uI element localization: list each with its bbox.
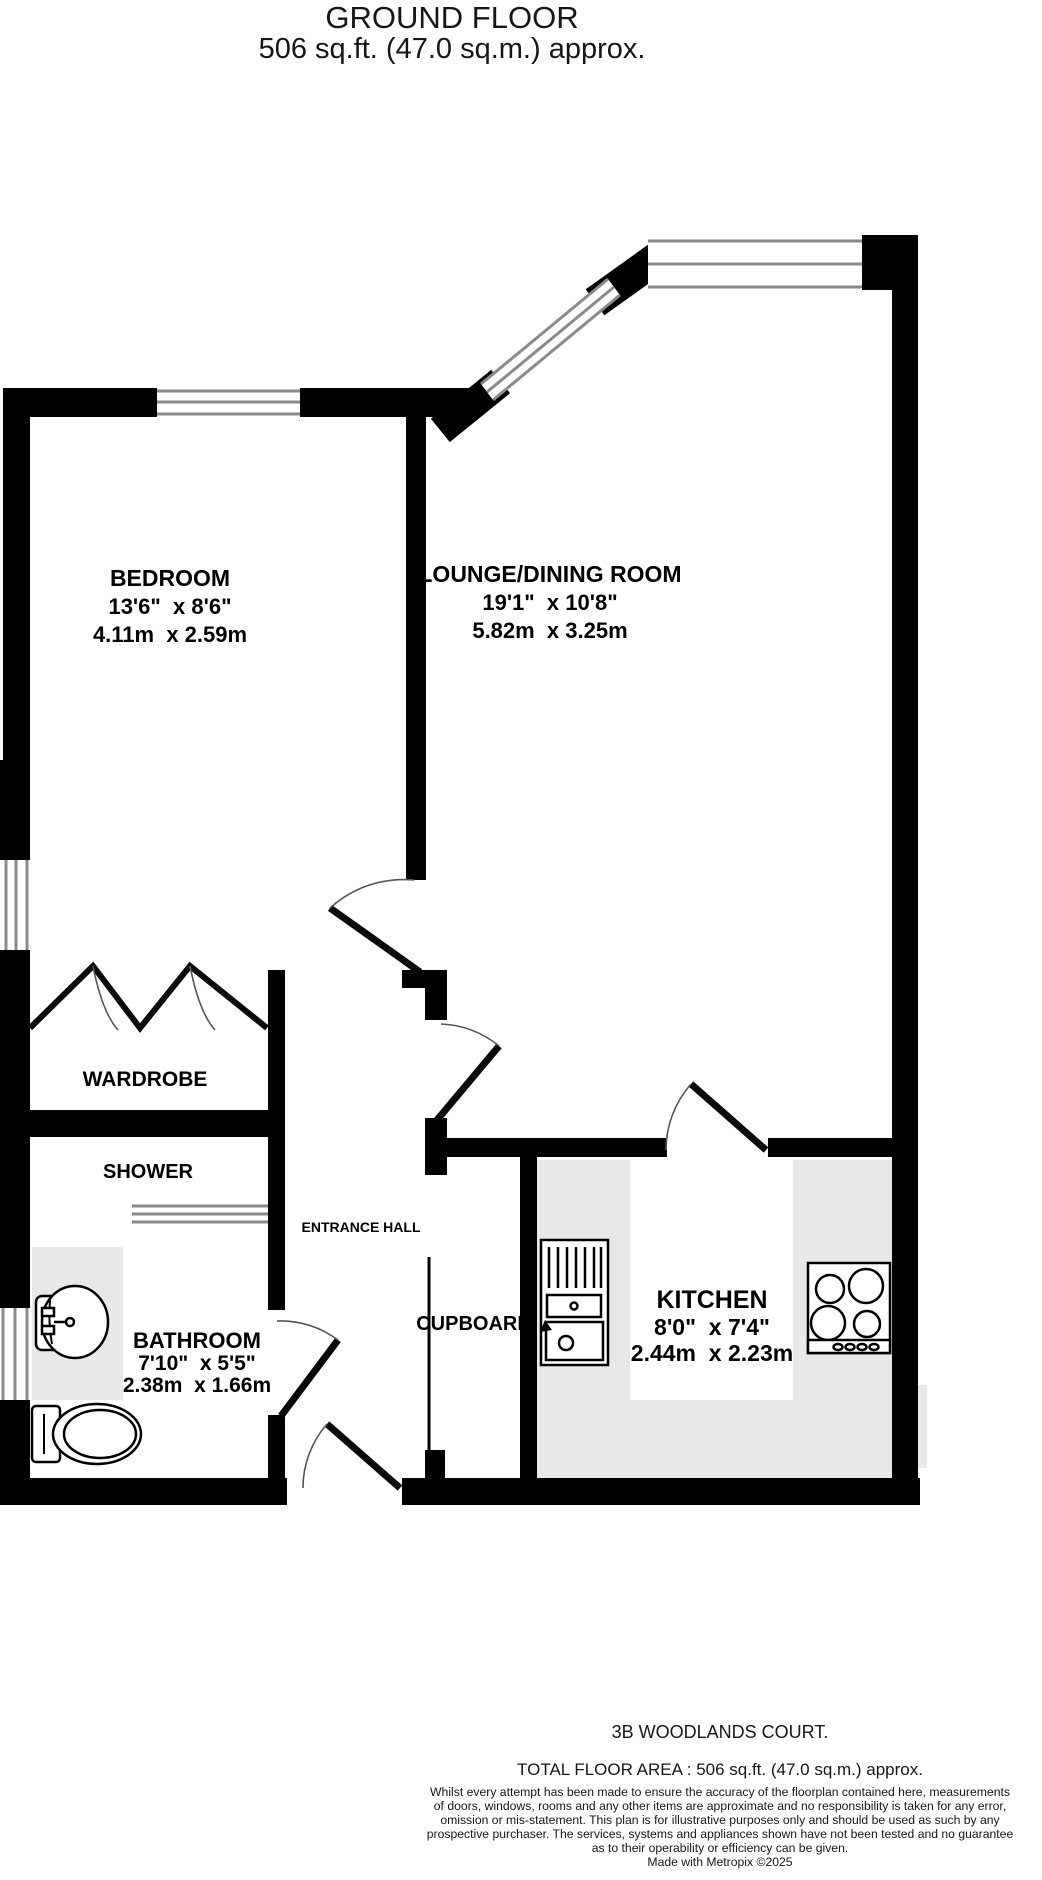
footer-disclaimer [427,1785,1014,1869]
svg-text:as to their operability or eff: as to their operability or efficiency can be given. [591,1841,849,1855]
metropix-credit: Made with Metropix ©2025 [647,1855,793,1869]
svg-text:omission or mis-statement. Thi: omission or mis-statement. This plan is for illustrative purposes only and should be used as such by any [440,1813,1000,1827]
svg-text:prospective purchaser. The ser: prospective purchaser. The services, systems and appliances shown have not been tested and no guarantee [426,1827,1014,1841]
lounge-door [437,1024,499,1120]
bedroom-label-block [93,565,247,647]
bathroom-label: BATHROOM [133,1328,261,1353]
bathroom-dims-imperial: 7'10" x 5'5" [138,1352,256,1375]
left-window-lower [0,1308,30,1400]
entrance-hall-label: ENTRANCE HALL [301,1219,421,1235]
footer-total-area: TOTAL FLOOR AREA : 506 sq.ft. (47.0 sq.m.) approx. [517,1760,923,1779]
kitchen-label-block [631,1286,793,1366]
lounge-top-window [648,238,862,290]
bathroom-label-block [123,1328,271,1397]
front-door [303,1424,400,1488]
kitchen-label: KITCHEN [656,1286,768,1314]
bedroom-door [330,880,420,972]
bedroom-dims-imperial: 13'6" x 8'6" [108,594,232,619]
bedroom-label: BEDROOM [109,565,231,591]
shower-label: SHOWER [103,1161,193,1183]
left-window-upper [3,860,30,950]
kitchen-dims-imperial: 8'0" x 7'4" [654,1314,770,1340]
bathroom-sink-fixture [36,1286,108,1358]
bathroom-dims-metric: 2.38m x 1.66m [122,1374,272,1397]
shower-screen [132,1206,268,1222]
toilet-fixture [32,1404,141,1464]
kitchen-door [666,1084,766,1150]
lounge-label: LOUNGE/DINING ROOM [418,561,682,587]
lounge-dims-imperial: 19'1" x 10'8" [482,590,618,615]
lounge-dims-metric: 5.82m x 3.25m [472,618,628,643]
bedroom-dims-metric: 4.11m x 2.59m [92,622,248,647]
svg-text:of doors, windows, rooms and a: of doors, windows, rooms and any other items are approximate and no responsibility is taken for any error, [433,1799,1007,1813]
wardrobe-label: WARDROBE [82,1068,208,1091]
wardrobe-bifold-doors [30,966,267,1030]
lounge-label-block [418,561,681,643]
hob-fixture [808,1263,890,1353]
kitchen-sink-unit [540,1240,608,1365]
cupboard-label: CUPBOARD [416,1313,532,1335]
bedroom-window [157,388,300,417]
kitchen-dims-metric: 2.44m x 2.23m [630,1340,794,1366]
page-subtitle: 506 sq.ft. (47.0 sq.m.) approx. [258,33,646,65]
page-title: GROUND FLOOR [325,0,579,35]
bay-window-diagonal [481,279,620,400]
bathroom-door [277,1321,338,1416]
footer-address: 3B WOODLANDS COURT. [611,1722,829,1742]
svg-text:Whilst every attempt has been: Whilst every attempt has been made to ensure the accuracy of the floorplan contained here, measurements [430,1785,1010,1799]
